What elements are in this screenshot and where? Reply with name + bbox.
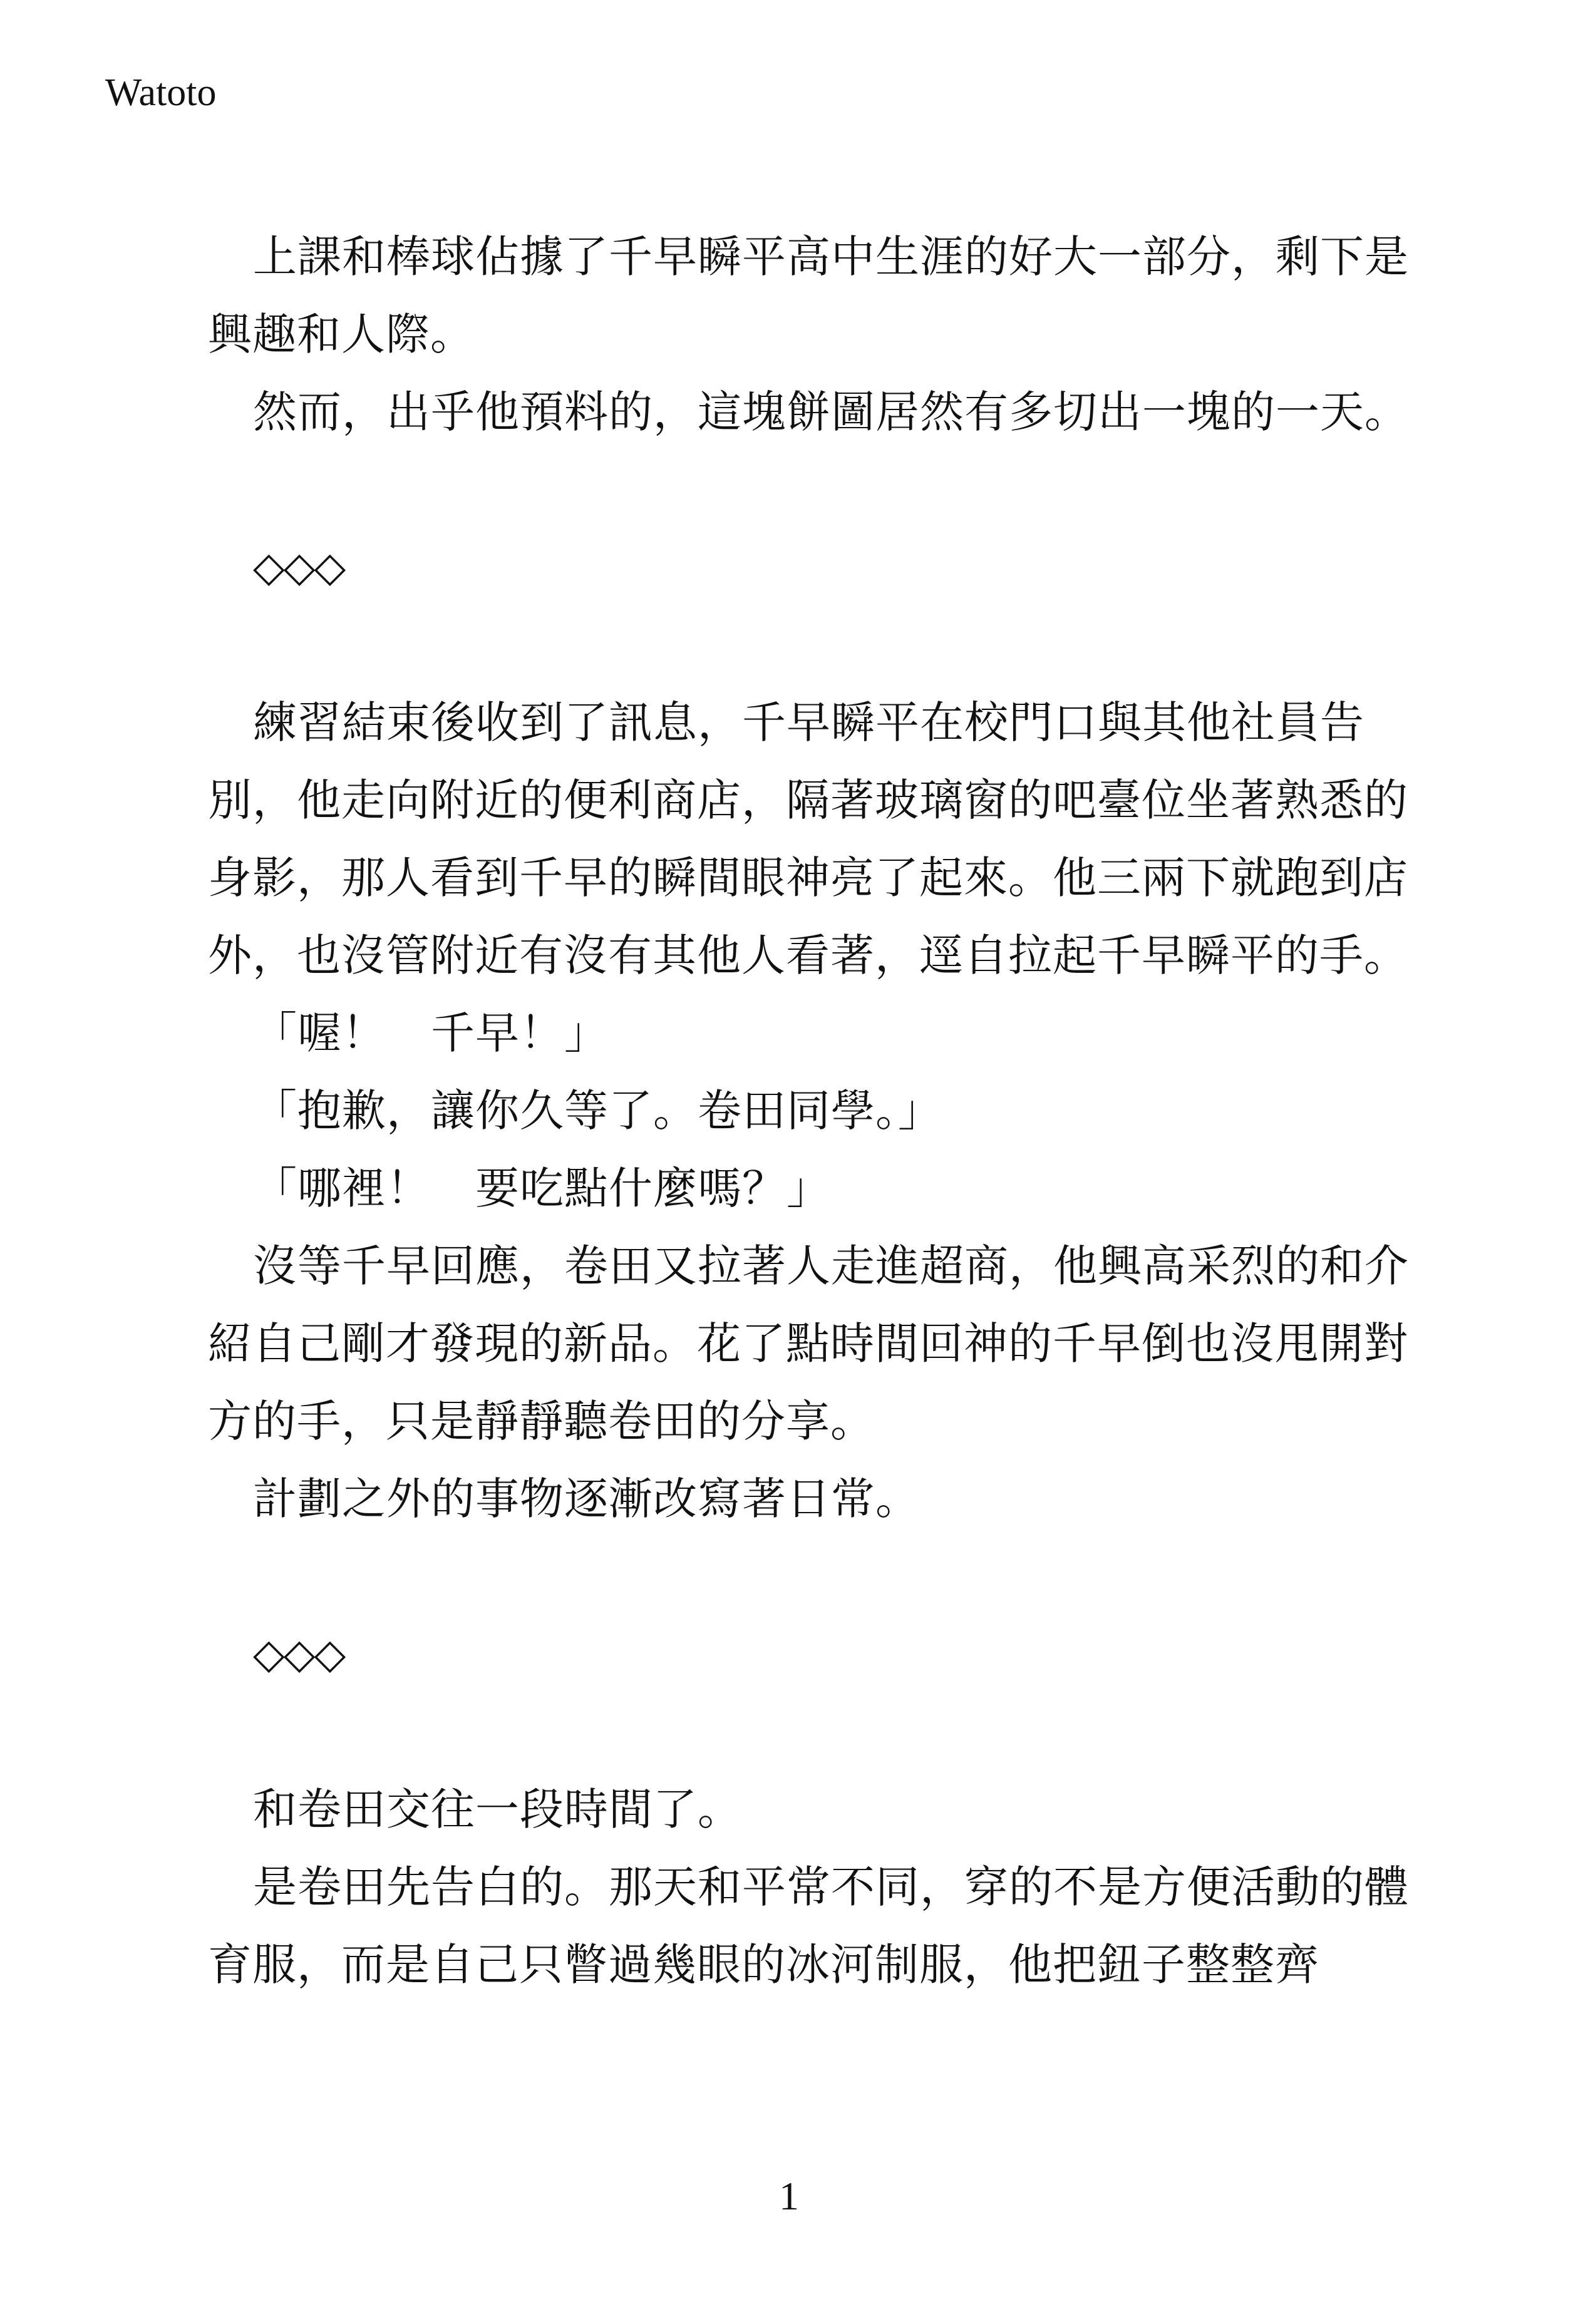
paragraph: 上課和棒球佔據了千早瞬平高中生涯的好大一部分，剩下是興趣和人際。	[208, 231, 1409, 360]
page-number: 1	[779, 2174, 799, 2218]
header-author: Watoto	[105, 71, 217, 114]
paragraph: 是卷田先告白的。那天和平常不同，穿的不是方便活動的體育服，而是自己只瞥過幾眼的冰河制服，他把鈕子整整齊	[208, 1861, 1409, 1990]
dialogue-line: 「喔！ 千早！」	[253, 1007, 609, 1059]
paragraph: 計劃之外的事物逐漸改寫著日常。	[253, 1473, 920, 1524]
paragraph: 練習結束後收到了訊息，千早瞬平在校門口與其他社員告別，他走向附近的便利商店，隔著玻璃窗的吧臺位坐著熟悉的身影，那人看到千早的瞬間眼神亮了起來。他三兩下就跑到店外，也沒管附近有沒有其他人看著，逕自拉起千早瞬平的手。	[208, 697, 1408, 981]
paragraph: 然而，出乎他預料的，這塊餅圖居然有多切出一塊的一天。	[253, 386, 1409, 438]
dialogue-line: 「哪裡！ 要吃點什麼嗎？」	[253, 1163, 831, 1214]
blank-line	[208, 1693, 1440, 1771]
document-body	[208, 218, 1440, 2003]
paragraph: 沒等千早回應，卷田又拉著人走進超商，他興高采烈的和介紹自己剛才發現的新品。花了點時間回神的千早倒也沒甩開對方的手，只是靜靜聽卷田的分享。	[208, 1240, 1409, 1447]
section-separator: ◇◇◇	[253, 543, 345, 591]
blank-line	[208, 606, 1440, 684]
dialogue-line: 「抱歉，讓你久等了。卷田同學。」	[253, 1085, 942, 1136]
blank-line	[208, 451, 1440, 528]
paragraph: 和卷田交往一段時間了。	[253, 1784, 742, 1835]
blank-line	[208, 1538, 1440, 1615]
section-separator: ◇◇◇	[253, 1630, 345, 1678]
